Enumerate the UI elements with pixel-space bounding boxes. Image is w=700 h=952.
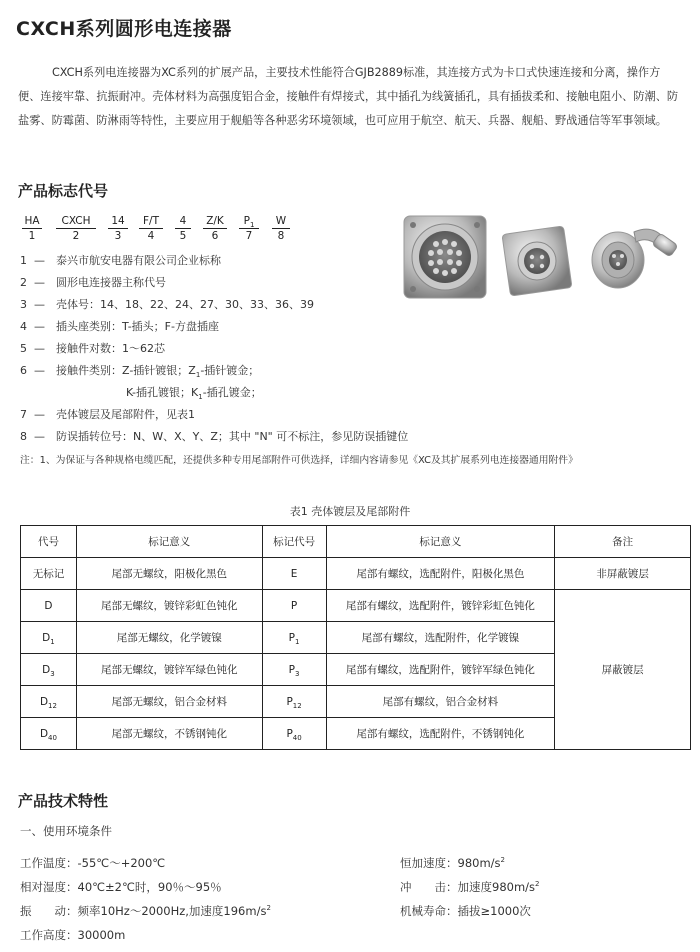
- code-part-code: 4: [179, 215, 187, 227]
- list-item: 8 — 防误插转位号：N、W、X、Y、Z；其中 "N" 可不标注，参见防误插键位: [20, 430, 409, 443]
- table-header: 标记意义: [326, 526, 555, 558]
- table-header: 代号: [21, 526, 77, 558]
- code-part-num: 5: [175, 228, 191, 243]
- code-part-code: W: [275, 215, 287, 227]
- code-part-num: 4: [139, 228, 163, 243]
- list-item: 5 — 接触件对数：1～62芯: [20, 342, 165, 355]
- table-cell-meaning: 尾部有螺纹，选配附件，镀锌军绿色钝化: [326, 654, 555, 686]
- code-part-num: 2: [56, 228, 96, 243]
- code-part-code: F/T: [143, 215, 159, 227]
- env-humidity: 相对湿度：40℃±2℃时，90％～95％: [20, 880, 222, 894]
- footnote: 注：1、为保证与各种规格电缆匹配，还提供多种专用尾部附件可供选择，详细内容请参见《XC及其扩展系列电连接器通用附件》: [20, 455, 578, 466]
- env-mechanical-life: 机械寿命：插拔≥1000次: [400, 904, 531, 918]
- table-header: 备注: [555, 526, 691, 558]
- table-cell-meaning: 尾部无螺纹，化学镀镍: [76, 622, 262, 654]
- code-part-num: 3: [108, 228, 128, 243]
- table-cell-meaning: 尾部无螺纹，阳极化黑色: [76, 558, 262, 590]
- code-part-num: 7: [239, 228, 259, 243]
- table-cell-meaning: 尾部无螺纹，镀锌军绿色钝化: [76, 654, 262, 686]
- table-cell-code: $D_3$: [21, 654, 77, 686]
- table-header: 标记代号: [262, 526, 326, 558]
- table-cell-meaning: 尾部有螺纹，铝合金材料: [326, 686, 555, 718]
- table-header: 标记意义: [76, 526, 262, 558]
- table-cell-code: $D_1$: [21, 622, 77, 654]
- list-item: 4 — 插头座类别：T-插头；F-方盘插座: [20, 320, 219, 333]
- table-cell-code: D: [21, 590, 77, 622]
- table-cell-code: $P_3$: [262, 654, 326, 686]
- code-part-code: HA: [24, 215, 40, 227]
- code-part-code: CXCH: [61, 215, 91, 227]
- subsection-heading-env: 一、使用环境条件: [20, 824, 112, 838]
- section-heading-code: 产品标志代号: [18, 182, 109, 200]
- table-cell-code: P: [262, 590, 326, 622]
- code-part-num: 6: [203, 228, 227, 243]
- section-heading-tech: 产品技术特性: [18, 792, 109, 810]
- table-cell-remark: 屏蔽镀层: [555, 590, 691, 750]
- table-cell-meaning: 尾部有螺纹，选配附件，阳极化黑色: [326, 558, 555, 590]
- list-item: 1 — 泰兴市航安电器有限公司企业标称: [20, 254, 221, 267]
- table-cell-code: $P_{12}$: [262, 686, 326, 718]
- list-item: 6 — 接触件类别：Z-插针镀银；$Z_1-$插针镀金；: [20, 364, 260, 380]
- code-part-code: $P_1$: [243, 215, 255, 230]
- table-cell-meaning: 尾部有螺纹，选配附件，化学镀镍: [326, 622, 555, 654]
- table-cell-code: $D_{40}$: [21, 718, 77, 750]
- env-acceleration: 恒加速度：$980m/s^2$: [400, 856, 505, 870]
- table-cell-remark: 非屏蔽镀层: [555, 558, 691, 590]
- code-part-code: 14: [111, 215, 125, 227]
- table-cell-meaning: 尾部有螺纹，选配附件，不锈钢钝化: [326, 718, 555, 750]
- env-vibration: 振 动：频率10Hz～2000Hz,加速度$196m/s^2$: [20, 904, 271, 918]
- list-item: 3 — 壳体号：14、18、22、24、27、30、33、36、39: [20, 298, 314, 311]
- table-cell-code: $P_1$: [262, 622, 326, 654]
- table-caption: 表1 壳体镀层及尾部附件: [289, 505, 411, 518]
- page-title: CXCH系列圆形电连接器: [16, 18, 232, 40]
- table-cell-code: $D_{12}$: [21, 686, 77, 718]
- list-item: 2 — 圆形电连接器主称代号: [20, 276, 166, 289]
- table-cell-code: 无标记: [21, 558, 77, 590]
- env-shock: 冲 击：加速度$980m/s^2$: [400, 880, 540, 894]
- table-cell-meaning: 尾部无螺纹，镀锌彩虹色钝化: [76, 590, 262, 622]
- env-altitude: 工作高度：30000m: [20, 928, 126, 942]
- table-cell-code: $P_{40}$: [262, 718, 326, 750]
- table-cell-code: E: [262, 558, 326, 590]
- table-cell-meaning: 尾部无螺纹，不锈钢钝化: [76, 718, 262, 750]
- table-cell-meaning: 尾部无螺纹，铝合金材料: [76, 686, 262, 718]
- table-cell-meaning: 尾部有螺纹，选配附件，镀锌彩虹色钝化: [326, 590, 555, 622]
- list-item: 7 — 壳体镀层及尾部附件，见表1: [20, 408, 195, 421]
- code-part-num: 1: [22, 228, 42, 243]
- intro-paragraph: CXCH系列电连接器为XC系列的扩展产品，主要技术性能符合GJB2889标准，其连接方式为卡口式快速连接和分离，操作方便、连接牢靠、抗振耐冲。壳体材料为高强度铝合金，接触件有焊接式，其中插孔为线簧插孔，具有插拔柔和、接触电阻小、防潮、防盐雾、防霉菌、防淋雨等特性，主要应用于舰船等各种恶劣环境领域，也可应用于航空、航天、兵器、舰船、野战通信等军事领域。: [18, 66, 679, 127]
- list-item: K-插孔镀银；$K_1-$插孔镀金；: [126, 386, 262, 402]
- code-part-num: 8: [272, 228, 290, 243]
- code-part-code: Z/K: [206, 215, 224, 227]
- env-temperature: 工作温度：-55℃～+200℃: [20, 856, 166, 870]
